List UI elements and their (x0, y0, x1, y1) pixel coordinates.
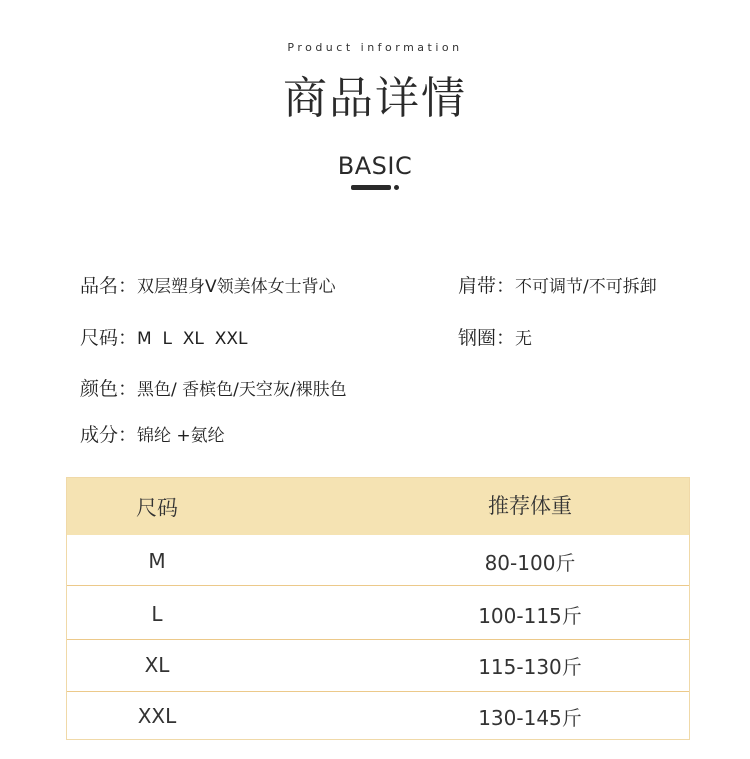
table-cell-size: XL (144, 653, 170, 677)
page-title: 商品详情 (283, 73, 467, 124)
size-table (66, 477, 690, 740)
info-wire-value: 无 (515, 329, 533, 349)
info-material-label: 成分： (80, 424, 138, 446)
table-cell-weight: 100-115斤 (478, 604, 582, 628)
table-cell-weight: 80-100斤 (484, 551, 576, 575)
table-cell-weight: 115-130斤 (478, 655, 582, 679)
table-cell-weight: 130-145斤 (478, 706, 582, 730)
section-underline-dot (394, 185, 399, 190)
row-divider (67, 585, 689, 586)
info-size-label: 尺码： (80, 327, 138, 349)
table-cell-size: XXL (137, 704, 177, 728)
table-header-size: 尺码 (136, 496, 178, 520)
section-underline (351, 185, 391, 190)
table-cell-size: M (148, 549, 166, 573)
info-strap-label: 肩带： (458, 275, 516, 297)
row-divider (67, 639, 689, 640)
section-heading: BASIC (337, 152, 413, 180)
info-color-label: 颜色： (80, 378, 138, 400)
info-name-value: 双层塑身V领美体女士背心 (137, 277, 336, 297)
info-material-value: 锦纶 +氨纶 (137, 426, 225, 446)
table-cell-size: L (151, 602, 163, 626)
info-name-label: 品名： (80, 275, 138, 297)
row-divider (67, 691, 689, 692)
info-wire (458, 323, 532, 350)
product-info-subtitle: Product information (287, 41, 463, 54)
info-strap-value: 不可调节/不可拆卸 (515, 277, 657, 297)
info-size-value: M L XL XXL (137, 329, 248, 349)
info-strap (458, 271, 657, 298)
info-size (80, 323, 247, 350)
info-color (80, 374, 347, 401)
info-wire-label: 钢圈： (458, 327, 516, 349)
info-material (80, 420, 225, 447)
info-color-value: 黑色/ 香槟色/天空灰/裸肤色 (137, 380, 347, 400)
info-name (80, 271, 336, 298)
table-header-weight: 推荐体重 (488, 494, 572, 518)
